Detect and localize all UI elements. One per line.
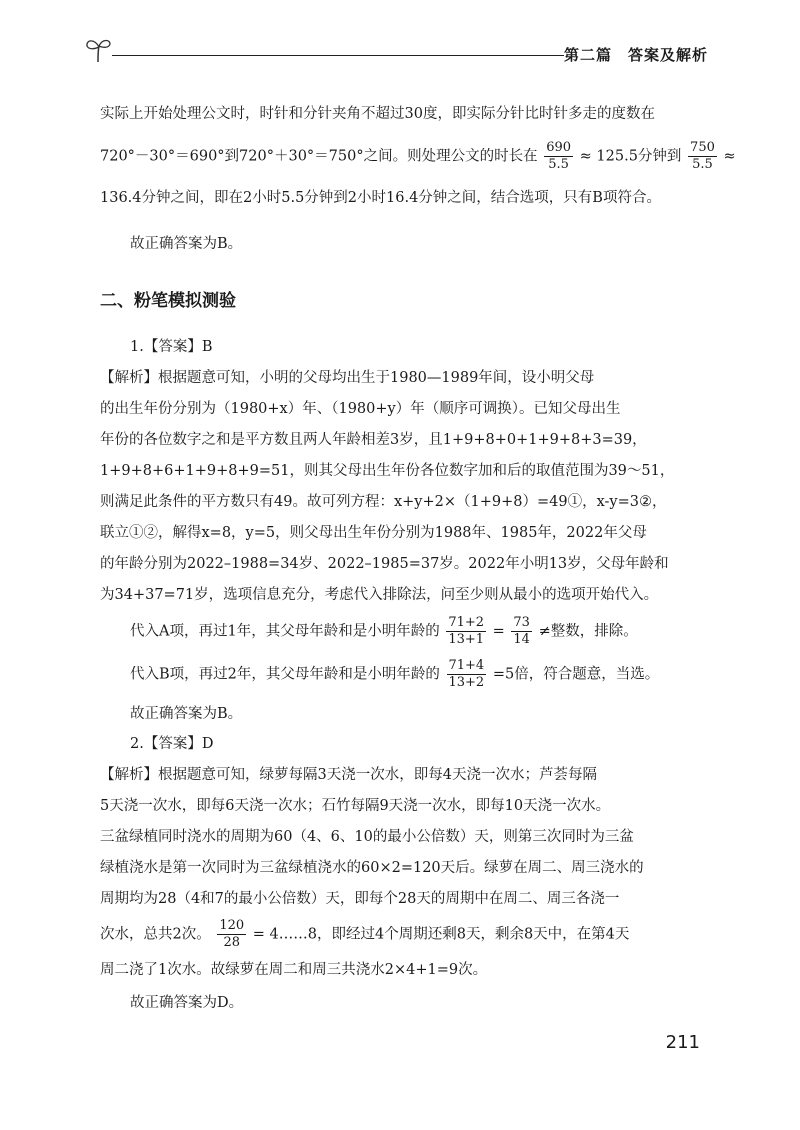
text-segment: = 4……8，即经过4个周期还剩8天，剩余8天中，在第4天 [252, 926, 630, 943]
answer-label: 1.【答案】B [130, 339, 213, 355]
text-segment: ≈ 125.5分钟到 [579, 148, 682, 165]
denominator: 28 [217, 934, 246, 951]
text-line: 故正确答案为D。 [130, 995, 244, 1011]
text-line: 故正确答案为B。 [130, 706, 243, 722]
text-line: 【解析】根据题意可知，小明的父母均出生于1980—1989年间，设小明父母 [100, 370, 595, 386]
text-line: 1+9+8+6+1+9+8+9=51，则其父母出生年份各位数字加和后的取值范围为39～51， [100, 463, 675, 479]
denominator: 13+1 [448, 632, 485, 647]
answer-label: 2.【答案】D [130, 736, 214, 752]
text-line-with-fractions [100, 140, 736, 173]
text-line: 实际上开始处理公文时，时针和分针夹角不超过30度，即实际分针比时针多走的度数在 [100, 106, 655, 122]
text-line: 的出生年份分别为（1980+x）年、（1980+y）年（顺序可调换）。已知父母出生 [100, 401, 621, 417]
numerator: 750 [690, 140, 715, 155]
text-line: 周二浇了1次水。故绿萝在周二和周三共浇水2×4+1=9次。 [100, 962, 488, 978]
denominator: 5.5 [544, 156, 573, 173]
denominator: 13+2 [448, 675, 485, 690]
text-line: 三盆绿植同时浇水的周期为60（4、6、10的最小公倍数）天，则第三次同时为三盆 [100, 829, 634, 845]
denominator: 5.5 [688, 156, 717, 173]
section-heading: 二、粉笔模拟测验 [100, 291, 236, 311]
text-segment: 代入A项，再过1年，其父母年龄和是小明年龄的 [130, 623, 440, 640]
text-segment: 720°－30°＝690°到720°＋30°＝750°之间。则处理公文的时长在 [100, 148, 538, 165]
sprout-icon [84, 34, 114, 64]
text-segment: ≠整数，排除。 [538, 623, 638, 640]
text-segment: ≈ [723, 148, 736, 165]
text-line-with-fractions [130, 615, 638, 648]
numerator: 690 [546, 140, 572, 155]
equals-sign: = [492, 623, 505, 640]
text-segment: 代入B项，再过2年，其父母年龄和是小明年龄的 [130, 666, 440, 683]
text-line: 周期均为28（4和7的最小公倍数）天，即每个28天的周期中在周二、周三各浇一 [100, 891, 620, 907]
fraction [446, 615, 486, 648]
text-segment: 次水，总共2次。 [100, 926, 211, 943]
text-line-with-fractions [130, 658, 659, 691]
fraction [447, 658, 487, 691]
page-header [84, 32, 714, 68]
fraction [511, 615, 532, 648]
text-line: 的年龄分别为2022–1988=34岁、2022–1985=37岁。2022年小明13岁，父母年龄和 [100, 556, 669, 572]
text-line: 绿植浇水是第一次同时为三盆绿植浇水的60×2=120天后。绿萝在周二、周三浇水的 [100, 860, 644, 876]
text-line: 5天浇一次水，即每6天浇一次水；石竹每隔9天浇一次水，即每10天浇一次水。 [100, 798, 611, 814]
numerator: 73 [513, 615, 530, 630]
fraction-120-28 [217, 918, 246, 951]
text-line: 为34+37=71岁，选项信息充分，考虑代入排除法，问至少则从最小的选项开始代入。 [100, 587, 659, 603]
numerator: 120 [219, 918, 245, 933]
text-line: 年份的各位数字之和是平方数且两人年龄相差3岁，且1+9+8+0+1+9+8+3=39， [100, 432, 647, 448]
text-segment: =5倍，符合题意，当选。 [492, 666, 660, 683]
text-line: 故正确答案为B。 [130, 236, 243, 252]
page-number: 211 [665, 1032, 700, 1053]
chapter-title: 第二篇 答案及解析 [563, 46, 708, 64]
denominator: 14 [513, 632, 530, 647]
numerator: 71+2 [448, 615, 485, 630]
text-line: 则满足此条件的平方数只有49。故可列方程：x+y+2×（1+9+8）=49①，x-y=3②， [100, 494, 667, 510]
text-line: 联立①②，解得x=8，y=5，则父母出生年份分别为1988年、1985年，2022年父母 [100, 525, 647, 541]
text-line: 【解析】根据题意可知，绿萝每隔3天浇一次水，即每4天浇一次水；芦荟每隔 [100, 767, 597, 783]
text-line-with-fractions [100, 918, 629, 951]
numerator: 71+4 [448, 658, 485, 673]
fraction-690-5.5 [544, 140, 573, 173]
text-line: 136.4分钟之间，即在2小时5.5分钟到2小时16.4分钟之间，结合选项，只有B项符合。 [100, 190, 661, 206]
header-rule [112, 55, 564, 56]
fraction-750-5.5 [688, 140, 717, 173]
